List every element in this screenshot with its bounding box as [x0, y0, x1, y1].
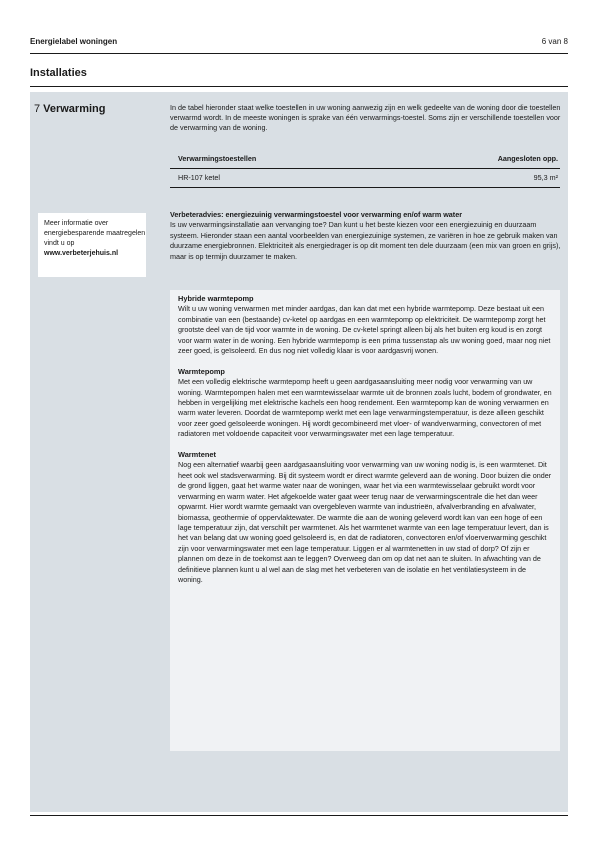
- option-text-heatpump: Met een volledig elektrische warmtepomp heeft u geen aardgasaansluiting meer nodig voor verwarming van uw woning. Warmtepompen halen met een warmtewisselaar warmte uit de bronnen zoals lucht, bodem of grondwater, en hebben in vergelijking met elektrische kachels een hoog rendement. Een warmtepomp kan de woning verwarmen en warm water leveren. Doordat de warmtepomp werkt met een lage verwarmingstemperatuur, is deze alleen geschikt voor zeer goed geïsoleerde woningen. Hij wordt gecombineerd met vloer- of wandverwarming, convectoren of met radiatoren met voldoende capaciteit voor verwarmingswater met een lage temperatuur.: [178, 377, 552, 439]
- option-title-heatnet: Warmtenet: [178, 450, 216, 460]
- device-name: HR-107 ketel: [178, 173, 220, 182]
- topic-heading: [34, 103, 105, 115]
- section-title: Installaties: [30, 67, 87, 79]
- info-box: [38, 213, 146, 277]
- topic-number: 7: [34, 103, 41, 115]
- document-title: Energielabel woningen: [30, 37, 118, 46]
- footer-divider: [30, 815, 568, 816]
- intro-text: In de tabel hieronder staat welke toestellen in uw woning aanwezig zijn en welk gedeelte van de woning door die toestellen verwarmd wordt. In de meeste woningen is sprake van één verwarmings-toestel. Soms zijn er verschillende toestellen voor de verwarming van de woning.: [170, 103, 561, 133]
- table-header: [170, 152, 560, 169]
- heating-devices-table: [170, 152, 560, 188]
- advice-body: Is uw verwarmingsinstallatie aan vervanging toe? Dan kunt u het beste kiezen voor een energiezuinig en duurzaam systeem. Hieronder staan een aantal voorbeelden van energiezuinige systemen, ze variëren in hoe ze gebruik maken van duurzame energiebronnen. Elektriciteit als energiedrager is op dit moment ten dele duurzaam (een mix van groen en grijs), maar is op termijn duurzamer te maken.: [170, 220, 561, 261]
- options-box: [170, 290, 560, 751]
- advice-title: Verbeteradvies: energiezuinig verwarmingstoestel voor verwarming en/of warm water: [170, 210, 462, 219]
- option-title-hybrid: Hybride warmtepomp: [178, 294, 254, 303]
- page-header: [30, 37, 568, 51]
- section-divider: [30, 86, 568, 87]
- option-text-hybrid: Wilt u uw woning verwarmen met minder aardgas, dan kan dat met een hybride warmtepomp. Deze bestaat uit een combinatie van een (bestaande) cv-ketel op aardgas en een warmtepomp op elektriciteit. De warmtepomp zorgt het grootste deel van de tijd voor warmte in de woning. De cv-ketel springt alleen bij als het buiten erg koud is en zorgt voor warm water in de woning. Een hybride warmtepomp is een prima tussenstap als uw woning goed, maar nog niet zeer goed, is geïsoleerd. En dus nog niet volledig klaar is voor aardgasvrij wonen.: [178, 304, 551, 356]
- table-row: [170, 169, 560, 188]
- info-link[interactable]: www.verbeterjehuis.nl: [44, 250, 119, 257]
- info-text: Meer informatie over energiebesparende maatregelen vindt u op: [44, 220, 146, 247]
- option-title-heatpump: Warmtepomp: [178, 366, 225, 376]
- header-divider: [30, 53, 568, 54]
- page-number: 6 van 8: [541, 37, 568, 46]
- advice-section: [170, 210, 562, 262]
- column-header-area: Aangesloten opp.: [497, 154, 558, 163]
- connected-area: 95,3 m²: [533, 173, 558, 182]
- column-header-devices: Verwarmingstoestellen: [178, 154, 257, 163]
- topic-title: Verwarming: [43, 103, 106, 115]
- option-text-heatnet: Nog een alternatief waarbij geen aardgasaansluiting voor verwarming van uw woning nodig is, is een warmtenet. Dit heet ook wel stadsverwarming. Bij dit systeem wordt er direct warmte geleverd aan de woning. Door buizen die onder de grond liggen, gaat het warme water naar de woningen, waar het via een warmtewisselaar gebruikt wordt voor verwarming en warm water. Het afgekoelde water gaat weer terug naar de verwarmingscentrale die het dan weer opwarmt. Hier wordt warmte gemaakt van overgebleven warmte van industrieën, afvalverbranding en afvalwater, biomassa, geothermie of oppervlaktewater. De warmte die aan de woning geleverd wordt kan van een hoge of een lage temperatuur zijn, dat verschilt per warmtenet. Als het warmtenet warmte van een lage temperatuur levert, dan is het van belang dat uw woning goed geïsoleerd is, en dat de radiatoren, convectoren en/of vloerverwarming geschikt zijn voor verwarmingswater met een lage temperatuur. Liggen er al warmtenetten in uw stad of dorp? Of zijn er plannen om deze in de toekomst aan te leggen? Overweeg dan om op dat net aan te sluiten. In afwachting van de definitieve plannen kunt u al wel aan de slag met het verbeteren van de isolatie en het ventilatiesysteem in de woning.: [178, 460, 552, 584]
